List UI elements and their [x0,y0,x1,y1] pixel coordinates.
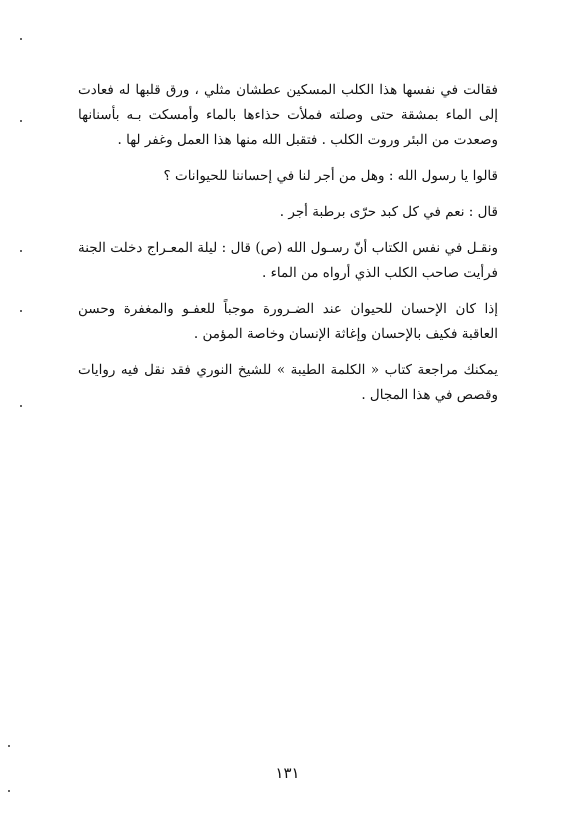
margin-dot [8,790,10,792]
paragraph-miraj: ونقـل في نفس الكتاب أنّ رسـول الله (ص) قال : ليلة المعـراج دخلت الجنة فرأيت صاحب الكلب الذي أرواه من الماء . [78,240,498,281]
paragraph-question: قالوا يا رسول الله : وهل من أجر لنا في إحساننا للحيوانات ؟ [163,168,498,184]
page-number: ١٣١ [275,764,300,782]
margin-dot [20,38,22,40]
paragraph-reference: يمكنك مراجعة كتاب « الكلمة الطيبة » للشيخ النوري فقد نقل فيه روايات وقصص في هذا المجال . [78,362,498,403]
paragraph-answer: قال : نعم في كل كبد حرّى برطبة أجر . [279,204,498,220]
body-text [78,78,498,408]
margin-dot [20,120,22,122]
margin-dot [8,745,10,747]
paragraph-dog-story: فقالت في نفسها هذا الكلب المسكين عطشان مثلي ، ورق قلبها له فعادت إلى الماء بمشقة حتى وصلته فملأت حذاءها بالماء وأمسكت بـه بأسنانها وصعدت من البئر وروت الكلب . فتقبل الله منها هذا العمل وغفر لها . [78,82,498,148]
margin-dot [20,405,22,407]
margin-dot [20,310,22,312]
paragraph-charity: إذا كان الإحسان للحيوان عند الضـرورة موجباً للعفـو والمغفرة وحسن العاقبة فكيف بالإحسان وإغاثة الإنسان وخاصة المؤمن . [78,301,498,342]
margin-dot [20,250,22,252]
